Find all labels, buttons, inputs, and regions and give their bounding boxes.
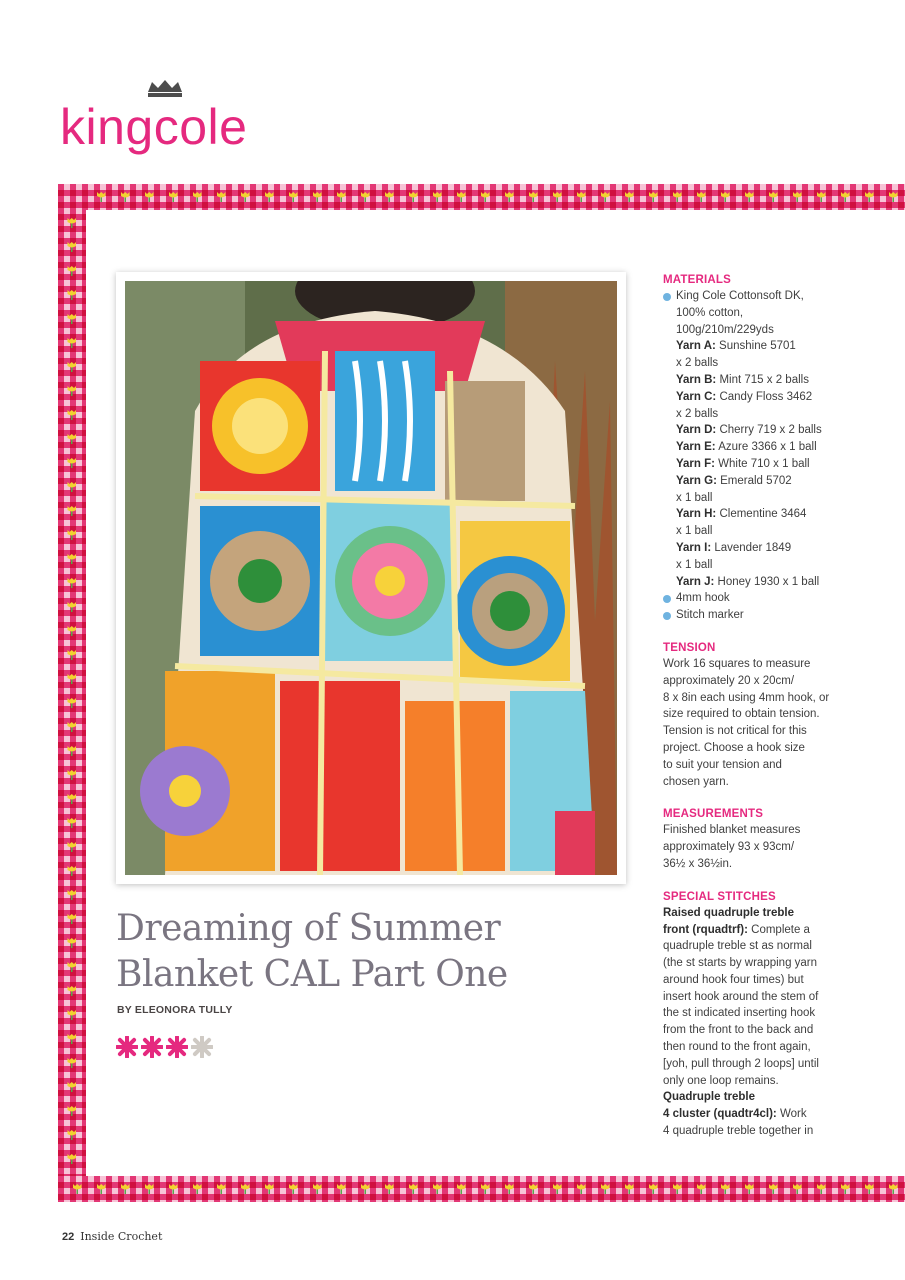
tension-text <box>663 656 843 790</box>
tulip-icon <box>73 1184 82 1194</box>
materials-heading: MATERIALS <box>663 274 732 286</box>
tulip-icon <box>313 192 322 202</box>
yarn-entry-line: Yarn H: Clementine 3464 <box>676 508 807 521</box>
tulip-icon <box>68 410 77 420</box>
tulip-icon <box>68 218 77 228</box>
tulip-icon <box>169 192 178 202</box>
tulip-icon <box>68 746 77 756</box>
tulip-icon <box>289 1184 298 1194</box>
tulip-icon <box>385 192 394 202</box>
tension-line: 8 x 8in each using 4mm hook, or <box>663 691 830 704</box>
stitch-line: from the front to the back and <box>663 1024 814 1037</box>
yarn-label: Yarn F: <box>676 457 715 470</box>
tulip-icon <box>68 554 77 564</box>
tulip-icon <box>68 314 77 324</box>
stitch-line: insert hook around the stem of <box>663 990 819 1003</box>
tulip-icon <box>241 1184 250 1194</box>
article-title <box>116 906 536 998</box>
yarn-list <box>676 338 843 590</box>
measurements-line: approximately 93 x 93cm/ <box>663 841 795 854</box>
difficulty-star-filled-icon <box>166 1036 188 1058</box>
tulip-icon <box>841 1184 850 1194</box>
article-title-line1: Dreaming of Summer <box>116 908 501 949</box>
tulip-icon <box>121 192 130 202</box>
tulip-icon <box>68 1082 77 1092</box>
tulip-icon <box>745 192 754 202</box>
tulip-icon <box>68 674 77 684</box>
yarn-label: Yarn B: <box>676 373 717 386</box>
tension-line: Tension is not critical for this <box>663 725 807 738</box>
tulip-icon <box>68 578 77 588</box>
magazine-name: Inside Crochet <box>80 1230 163 1243</box>
tulip-icon <box>68 986 77 996</box>
stitch-line: only one loop remains. <box>663 1074 779 1087</box>
tulip-icon <box>68 1106 77 1116</box>
tulip-icon <box>145 192 154 202</box>
tulip-icon <box>97 192 106 202</box>
difficulty-star-filled-icon <box>116 1036 138 1058</box>
tulip-icon <box>68 962 77 972</box>
tulip-icon <box>793 1184 802 1194</box>
tulip-icon <box>313 1184 322 1194</box>
measurements-section <box>663 806 843 872</box>
tulip-icon <box>217 192 226 202</box>
tulip-icon <box>865 192 874 202</box>
yarn-label: Yarn J: <box>676 575 715 588</box>
special-stitches-section <box>663 889 843 1140</box>
yarn-entry-line: Yarn I: Lavender 1849 <box>676 541 792 554</box>
tulip-icon <box>697 1184 706 1194</box>
yarn-entry <box>676 389 843 423</box>
stitch-name: 4 cluster (quadtr4cl): <box>663 1108 777 1121</box>
stitch-name: front (rquadtrf): <box>663 923 748 936</box>
yarn-entry <box>676 506 843 540</box>
measurements-text <box>663 822 843 872</box>
tulip-icon <box>601 1184 610 1194</box>
frame-left-border <box>58 184 86 1202</box>
tulip-icon <box>793 192 802 202</box>
yarn-entry-line: Yarn D: Cherry 719 x 2 balls <box>676 424 822 437</box>
tension-line: approximately 20 x 20cm/ <box>663 674 795 687</box>
tulip-icon <box>68 650 77 660</box>
pattern-sidebar <box>663 272 843 1156</box>
tulip-icon <box>337 192 346 202</box>
tulip-icon <box>97 1184 106 1194</box>
yarn-intro-line: 100g/210m/229yds <box>676 323 774 336</box>
materials-hook-item: 4mm hook <box>663 590 843 607</box>
tulip-icon <box>265 192 274 202</box>
tulip-icon <box>68 938 77 948</box>
tulip-icon <box>625 1184 634 1194</box>
frame-top-border <box>58 184 905 210</box>
tulip-icon <box>649 1184 658 1194</box>
yarn-entry-line: x 1 ball <box>676 558 713 571</box>
tulip-icon <box>553 1184 562 1194</box>
photo-frame <box>116 272 626 884</box>
tulip-icon <box>68 530 77 540</box>
tulip-icon <box>817 192 826 202</box>
kingcole-logo <box>60 78 300 158</box>
tulip-icon <box>68 386 77 396</box>
yarn-entry-line: Yarn A: Sunshine 5701 <box>676 340 796 353</box>
yarn-label: Yarn D: <box>676 424 717 437</box>
tulip-row-top <box>58 184 905 210</box>
logo-wordmark: kingcole <box>60 99 248 155</box>
yarn-entry-line: Yarn E: Azure 3366 x 1 ball <box>676 441 817 454</box>
tulip-icon <box>481 192 490 202</box>
tulip-icon <box>68 266 77 276</box>
tulip-icon <box>68 482 77 492</box>
frame-bottom-border <box>58 1176 905 1202</box>
tulip-icon <box>68 434 77 444</box>
tulip-icon <box>68 458 77 468</box>
tulip-icon <box>817 1184 826 1194</box>
yarn-entry-line: Yarn J: Honey 1930 x 1 ball <box>676 575 820 588</box>
tulip-icon <box>529 1184 538 1194</box>
stitch-line: [yoh, pull through 2 loops] until <box>663 1057 819 1070</box>
tulip-icon <box>673 1184 682 1194</box>
tulip-icon <box>889 192 898 202</box>
tulip-icon <box>68 794 77 804</box>
tulip-icon <box>625 192 634 202</box>
tension-line: chosen yarn. <box>663 775 729 788</box>
tulip-icon <box>68 362 77 372</box>
tulip-icon <box>361 192 370 202</box>
tulip-icon <box>409 192 418 202</box>
tulip-icon <box>433 192 442 202</box>
difficulty-star-empty-icon <box>191 1036 213 1058</box>
tulip-icon <box>577 1184 586 1194</box>
tulip-icon <box>193 192 202 202</box>
page-number: 22 <box>62 1231 75 1243</box>
tulip-icon <box>505 1184 514 1194</box>
tulip-icon <box>865 1184 874 1194</box>
yarn-intro-line: King Cole Cottonsoft DK, <box>676 290 804 302</box>
tulip-icon <box>721 1184 730 1194</box>
materials-section <box>663 272 843 624</box>
difficulty-star-filled-icon <box>141 1036 163 1058</box>
measurements-heading: MEASUREMENTS <box>663 808 764 821</box>
yarn-entry-line: Yarn G: Emerald 5702 <box>676 474 792 487</box>
tulip-icon <box>481 1184 490 1194</box>
article-title-line2: Blanket CAL Part One <box>116 954 508 995</box>
tulip-icon <box>68 770 77 780</box>
tulip-icon <box>68 842 77 852</box>
tension-line: Work 16 squares to measure <box>663 657 811 670</box>
tulip-icon <box>68 290 77 300</box>
special-stitches-heading: SPECIAL STITCHES <box>663 890 776 903</box>
tulip-icon <box>385 1184 394 1194</box>
tension-section <box>663 640 843 790</box>
crown-icon <box>148 80 182 97</box>
tension-line: size required to obtain tension. <box>663 708 820 721</box>
stitch-quadtr4cl <box>663 1089 843 1139</box>
stitch-description <box>663 938 843 1089</box>
yarn-entry <box>676 439 843 456</box>
tulip-icon <box>193 1184 202 1194</box>
tulip-icon <box>553 192 562 202</box>
tulip-icon <box>217 1184 226 1194</box>
tulip-icon <box>769 192 778 202</box>
tulip-icon <box>577 192 586 202</box>
stitch-line: the st indicated inserting hook <box>663 1007 816 1020</box>
tulip-icon <box>841 192 850 202</box>
tulip-icon <box>601 192 610 202</box>
tulip-icon <box>409 1184 418 1194</box>
yarn-entry <box>676 456 843 473</box>
materials-yarn-item <box>663 288 843 590</box>
stitch-description <box>663 1123 843 1140</box>
tulip-icon <box>673 192 682 202</box>
yarn-label: Yarn C: <box>676 390 717 403</box>
tulip-column-left <box>58 184 86 1202</box>
tulip-row-bottom <box>58 1176 905 1202</box>
stitch-text: Work <box>776 1108 807 1121</box>
yarn-entry-line: Yarn C: Candy Floss 3462 <box>676 390 813 403</box>
yarn-label: Yarn G: <box>676 474 717 487</box>
tulip-icon <box>68 1058 77 1068</box>
tulip-icon <box>68 626 77 636</box>
tulip-icon <box>889 1184 898 1194</box>
materials-marker-item: Stitch marker <box>663 607 843 624</box>
stitch-text: Complete a <box>747 923 810 936</box>
yarn-entry-line: x 2 balls <box>676 357 719 370</box>
tulip-icon <box>68 602 77 612</box>
yarn-entry <box>676 540 843 574</box>
tulip-icon <box>68 1034 77 1044</box>
tulip-icon <box>529 192 538 202</box>
stitch-line: quadruple treble st as normal <box>663 940 812 953</box>
stitch-rquadtrf <box>663 905 843 1090</box>
tulip-icon <box>68 506 77 516</box>
tulip-icon <box>745 1184 754 1194</box>
tulip-icon <box>457 1184 466 1194</box>
tulip-icon <box>721 192 730 202</box>
stitch-line: then round to the front again, <box>663 1041 811 1054</box>
byline: BY ELEONORA TULLY <box>117 1004 233 1016</box>
tulip-icon <box>769 1184 778 1194</box>
yarn-entry <box>676 338 843 372</box>
stitch-line: 4 quadruple treble together in <box>663 1125 814 1138</box>
tension-line: to suit your tension and <box>663 758 782 771</box>
yarn-entry-line: Yarn B: Mint 715 x 2 balls <box>676 373 809 386</box>
tulip-icon <box>68 698 77 708</box>
yarn-entry-line: x 2 balls <box>676 407 719 420</box>
tulip-icon <box>68 890 77 900</box>
stitch-name: Raised quadruple treble <box>663 906 795 919</box>
difficulty-rating <box>116 1036 213 1058</box>
tulip-icon <box>289 192 298 202</box>
tulip-icon <box>361 1184 370 1194</box>
yarn-entry-line: x 1 ball <box>676 491 713 504</box>
tulip-icon <box>68 1154 77 1164</box>
page-footer <box>62 1230 162 1243</box>
tulip-icon <box>68 1010 77 1020</box>
stitch-name: Quadruple treble <box>663 1091 756 1104</box>
crochet-blanket-photo <box>125 281 617 875</box>
yarn-entry-line: Yarn F: White 710 x 1 ball <box>676 457 810 470</box>
tulip-icon <box>457 192 466 202</box>
tulip-icon <box>145 1184 154 1194</box>
tulip-icon <box>68 1130 77 1140</box>
tulip-icon <box>121 1184 130 1194</box>
tension-line: project. Choose a hook size <box>663 741 805 754</box>
yarn-label: Yarn E: <box>676 441 716 454</box>
yarn-entry <box>676 473 843 507</box>
tulip-icon <box>505 192 514 202</box>
tulip-icon <box>697 192 706 202</box>
measurements-line: 36½ x 36½in. <box>663 857 733 870</box>
yarn-entry-line: x 1 ball <box>676 525 713 538</box>
tulip-icon <box>433 1184 442 1194</box>
tulip-icon <box>68 866 77 876</box>
yarn-label: Yarn H: <box>676 508 717 521</box>
tulip-icon <box>68 338 77 348</box>
tension-heading: TENSION <box>663 641 716 654</box>
yarn-entry <box>676 574 843 591</box>
stitch-line: around hook four times) but <box>663 973 804 986</box>
tulip-icon <box>337 1184 346 1194</box>
tulip-icon <box>649 192 658 202</box>
yarn-entry <box>676 372 843 389</box>
stitch-line: (the st starts by wrapping yarn <box>663 957 818 970</box>
tulip-icon <box>169 1184 178 1194</box>
tulip-icon <box>265 1184 274 1194</box>
yarn-label: Yarn I: <box>676 541 712 554</box>
tulip-icon <box>241 192 250 202</box>
yarn-label: Yarn A: <box>676 340 716 353</box>
tulip-icon <box>68 242 77 252</box>
yarn-entry <box>676 422 843 439</box>
measurements-line: Finished blanket measures <box>663 824 801 837</box>
yarn-intro-line: 100% cotton, <box>676 306 744 319</box>
tulip-icon <box>68 914 77 924</box>
tulip-icon <box>68 818 77 828</box>
tulip-icon <box>68 722 77 732</box>
